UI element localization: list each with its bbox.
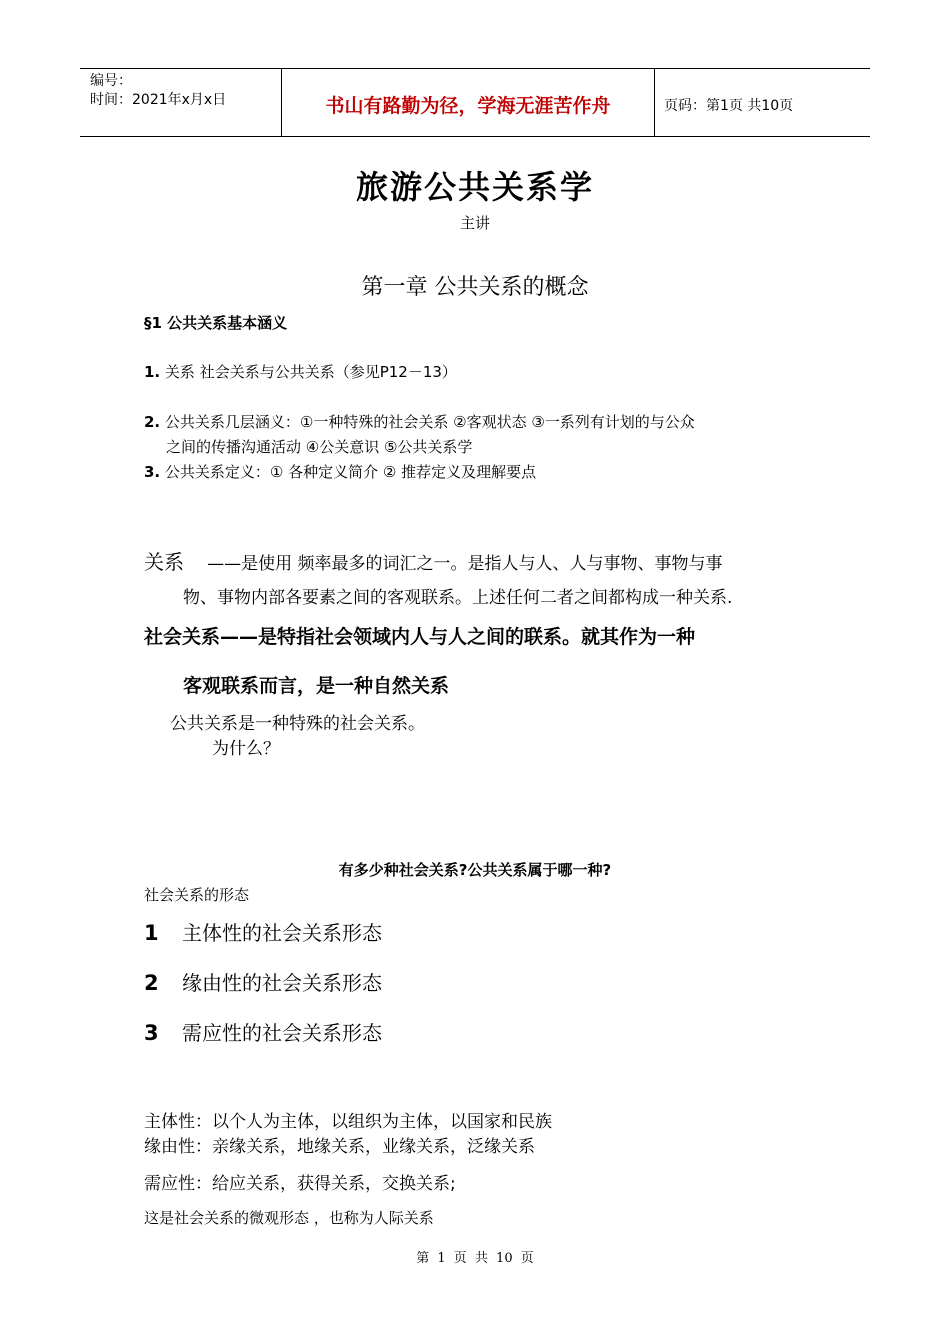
form-label: 需应性的社会关系形态: [182, 1021, 382, 1045]
relation-definition: [144, 546, 723, 575]
outline-number: 2.: [144, 413, 161, 431]
outline-text: 公共关系几层涵义：①一种特殊的社会关系 ②客观状态 ③一系列有计划的与公众: [164, 413, 695, 431]
outline-item: [144, 411, 695, 432]
page-footer: 第 1 页 共 10 页: [416, 1251, 534, 1266]
pr-special-statement: 公共关系是一种特殊的社会关系。: [170, 714, 425, 734]
form-number: 1: [144, 921, 159, 945]
outline-text: 公共关系定义：① 各种定义简介 ② 推荐定义及理解要点: [164, 463, 537, 481]
motto: 书山有路勤为径，学海无涯苦作舟: [325, 95, 611, 117]
header-divider: [654, 69, 655, 136]
form-number: 3: [144, 1021, 159, 1045]
form-item: [144, 1017, 382, 1046]
outline-item: [144, 461, 536, 482]
detail-line: 缘由性：亲缘关系，地缘关系，业缘关系，泛缘关系: [144, 1137, 535, 1157]
relation-text: ——是使用 频率最多的词汇之一。是指人与人、人与事物、事物与事: [207, 554, 723, 574]
outline-text: 关系 社会关系与公共关系（参见P12－13）: [164, 363, 457, 381]
outline-item-continued: [166, 436, 472, 457]
form-item: [144, 967, 382, 996]
section-heading: §1 公共关系基本涵义: [144, 314, 288, 332]
document-title: 旅游公共关系学: [355, 168, 594, 206]
chapter-title: 第一章 公共关系的概念: [361, 275, 589, 300]
relation-term: 关系: [144, 550, 184, 574]
detail-line: 需应性：给应关系，获得关系，交换关系;: [144, 1174, 456, 1194]
forms-heading: 社会关系的形态: [144, 886, 250, 904]
outline-number: 3.: [144, 463, 161, 481]
social-relation-definition-continued: 客观联系而言，是一种自然关系: [183, 675, 450, 697]
document-header: [80, 68, 870, 137]
form-item: [144, 917, 382, 946]
social-relation-definition: 社会关系——是特指社会领域内人与人之间的联系。就其作为一种: [144, 626, 696, 648]
detail-line: 这是社会关系的微观形态 ，也称为人际关系: [144, 1209, 434, 1227]
time-label: 时间：2021年x月x日: [90, 92, 227, 108]
relation-text-continued: 物、事物内部各要素之间的客观联系。上述任何二者之间都构成一种关系.: [183, 588, 733, 608]
presenter-label: 主讲: [459, 214, 490, 232]
forms-question: 有多少种社会关系?公共关系属于哪一种?: [338, 861, 612, 879]
form-number: 2: [144, 971, 159, 995]
page-code: 页码：第1页 共10页: [664, 98, 794, 114]
form-label: 主体性的社会关系形态: [182, 921, 382, 945]
outline-item: [144, 361, 457, 382]
why-question: 为什么？: [212, 739, 280, 759]
number-label: 编号：: [90, 73, 132, 89]
form-label: 缘由性的社会关系形态: [182, 971, 382, 995]
detail-line: 主体性：以个人为主体，以组织为主体，以国家和民族: [144, 1112, 552, 1132]
outline-text: 之间的传播沟通活动 ④公关意识 ⑤公共关系学: [166, 438, 473, 456]
outline-number: 1.: [144, 363, 161, 381]
